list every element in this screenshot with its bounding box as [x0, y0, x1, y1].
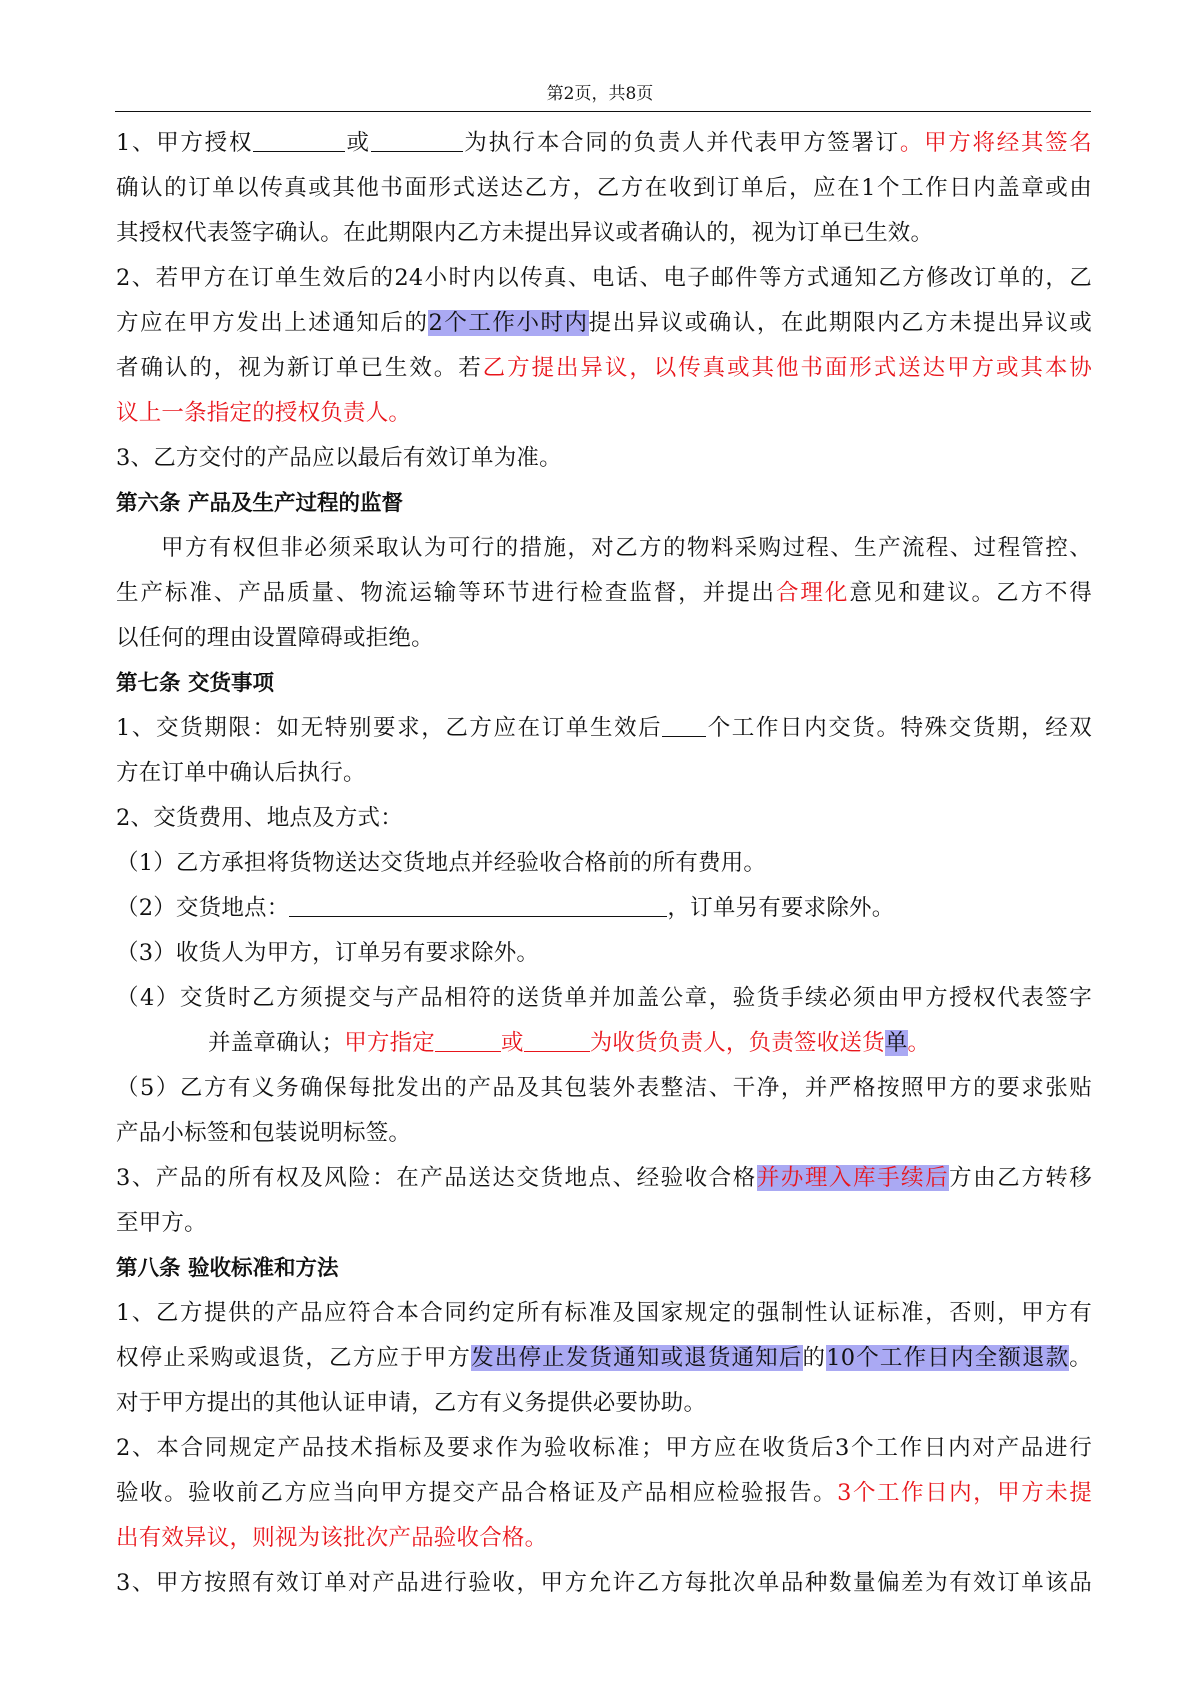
line-16: 2、交货费用、地点及方式：	[116, 805, 403, 831]
line-30: 2、本合同规定产品技术指标及要求作为验收标准；甲方应在收货后3个工作日内对产品进行	[116, 1435, 1092, 1461]
header-divider	[115, 111, 1091, 112]
blank-field	[435, 1027, 501, 1052]
blank-field	[662, 712, 706, 737]
line-19: （3）收货人为甲方，订单另有要求除外。	[116, 940, 540, 966]
line-20: （4）交货时乙方须提交与产品相符的送货单并加盖公章，验货手续必须由甲方授权代表签字	[116, 985, 1092, 1011]
text: （2）交货地点：	[116, 895, 290, 921]
line-15: 方在订单中确认后执行。	[116, 760, 366, 786]
line-21	[116, 1021, 1092, 1066]
line-1	[116, 121, 1092, 166]
highlight: 单	[884, 1030, 908, 1056]
text: 1、甲方授权	[116, 130, 254, 156]
text: 。	[907, 1030, 931, 1056]
text: 。甲方将经其签名	[899, 130, 1092, 156]
text: 合理化	[775, 580, 850, 606]
blank-field	[371, 127, 463, 152]
text: 方由乙方转移	[949, 1165, 1092, 1191]
text: 为收货负责人，负责签收送货	[589, 1030, 885, 1056]
text: 者确认的，视为新订单已生效。若	[116, 355, 483, 381]
text: 或	[345, 130, 371, 156]
section-heading: 第六条 产品及生产过程的监督	[116, 491, 403, 516]
text: ，订单另有要求除外。	[667, 895, 895, 921]
line-10: 甲方有权但非必须采取认为可行的措施，对乙方的物料采购过程、生产流程、过程管控、	[161, 535, 1092, 561]
blank-field	[253, 127, 345, 152]
text: 生产标准、产品质量、物流运输等环节进行检查监督，并提出	[116, 580, 776, 606]
text: 甲方指定	[344, 1030, 436, 1056]
text: 意见和建议。乙方不得	[849, 580, 1092, 606]
line-31	[116, 1471, 1092, 1516]
section-heading: 第七条 交货事项	[116, 671, 274, 696]
line-12: 以任何的理由设置障碍或拒绝。	[116, 625, 434, 651]
line-32: 出有效异议，则视为该批次产品验收合格。	[116, 1525, 548, 1551]
text: 个工作日内交货。特殊交货期，经双	[706, 715, 1092, 741]
text: 的	[802, 1345, 827, 1371]
highlight: 2个工作小时内	[428, 310, 589, 336]
text: 或	[501, 1030, 524, 1056]
blank-field	[524, 1027, 590, 1052]
text: 方应在甲方发出上述通知后的	[116, 310, 429, 336]
section-heading: 第八条 验收标准和方法	[116, 1256, 339, 1281]
line-28	[116, 1336, 1092, 1381]
line-27: 1、乙方提供的产品应符合本合同约定所有标准及国家规定的强制性认证标准，否则，甲方有	[116, 1300, 1092, 1326]
highlight: 发出停止发货通知或退货通知后	[471, 1345, 803, 1371]
text: 权停止采购或退货，乙方应于甲方	[116, 1345, 472, 1371]
blank-field	[289, 892, 667, 917]
text: 1、交货期限：如无特别要求，乙方应在订单生效后	[116, 715, 663, 741]
text: 3个工作日内，甲方未提	[837, 1480, 1092, 1506]
line-11	[116, 571, 1092, 616]
line-23: 产品小标签和包装说明标签。	[116, 1120, 412, 1146]
text: 并盖章确认；	[208, 1030, 345, 1056]
line-33: 3、甲方按照有效订单对产品进行验收，甲方允许乙方每批次单品种数量偏差为有效订单该品	[116, 1570, 1092, 1596]
line-7: 议上一条指定的授权负责人。	[116, 400, 412, 426]
page-header: 第2页，共8页	[546, 84, 654, 104]
line-2: 确认的订单以传真或其他书面形式送达乙方，乙方在收到订单后，应在1个工作日内盖章或由	[116, 175, 1092, 201]
line-25: 至甲方。	[116, 1210, 207, 1236]
text: 乙方提出异议，以传真或其他书面形式送达甲方或其本协	[482, 355, 1092, 381]
highlight: 10个工作日内全额退款	[826, 1345, 1070, 1371]
text: 3、产品的所有权及风险：在产品送达交货地点、经验收合格	[116, 1165, 757, 1191]
line-24	[116, 1156, 1092, 1201]
line-29: 对于甲方提出的其他认证申请，乙方有义务提供必要协助。	[116, 1390, 707, 1416]
text: 提出异议或确认，在此期限内乙方未提出异议或	[588, 310, 1092, 336]
text: 为执行本合同的负责人并代表甲方签署订	[462, 130, 900, 156]
line-17: （1）乙方承担将货物送达交货地点并经验收合格前的所有费用。	[116, 850, 767, 876]
line-8: 3、乙方交付的产品应以最后有效订单为准。	[116, 445, 562, 471]
line-6	[116, 346, 1092, 391]
highlight: 并办理入库手续后	[756, 1165, 950, 1191]
line-22: （5）乙方有义务确保每批发出的产品及其包装外表整洁、干净，并严格按照甲方的要求张贴	[116, 1075, 1092, 1101]
line-3: 其授权代表签字确认。在此期限内乙方未提出异议或者确认的，视为订单已生效。	[116, 220, 934, 246]
line-5	[116, 301, 1092, 346]
line-4: 2、若甲方在订单生效后的24小时内以传真、电话、电子邮件等方式通知乙方修改订单的，乙	[116, 265, 1092, 291]
line-14	[116, 706, 1092, 751]
document-body	[116, 121, 1092, 1606]
text: 。	[1069, 1345, 1092, 1371]
line-18	[116, 886, 1092, 931]
text: 验收。验收前乙方应当向甲方提交产品合格证及产品相应检验报告。	[116, 1480, 838, 1506]
